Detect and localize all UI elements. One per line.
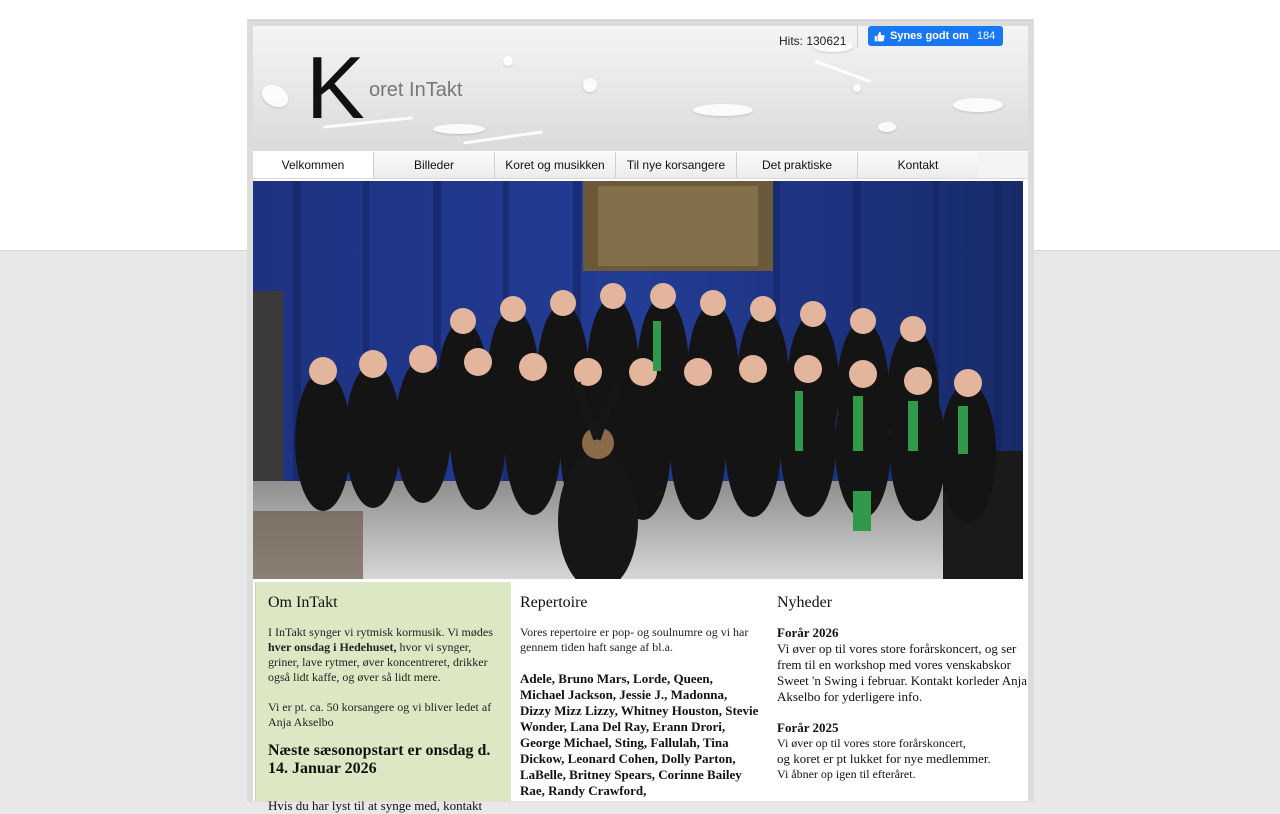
facebook-like-label: Synes godt om	[890, 30, 969, 42]
season-start: Næste sæsonopstart er onsdag d. 14. Januar 2026	[268, 742, 491, 777]
about-column	[255, 582, 511, 813]
main-nav	[253, 152, 1028, 179]
water-drop	[583, 78, 597, 92]
news-item-body: Vi øver op til vores store forårskoncert, og ser frem til en workshop med vores venskabskor Sweet 'n Swing i februar. Kontakt korleder Anja Akselbo for yderligere info.	[777, 641, 1028, 704]
water-drop	[853, 84, 861, 92]
water-streak	[814, 60, 871, 83]
news-item-line: Vi øver op til vores store forårskoncert,	[777, 736, 966, 750]
nav-item-koret-og-musikken[interactable]: Koret og musikken	[495, 152, 616, 178]
nav-item-til-nye-korsangere[interactable]: Til nye korsangere	[616, 152, 737, 178]
news-title: Nyheder	[777, 594, 833, 611]
water-drop	[258, 80, 292, 111]
hits-counter: Hits: 130621	[779, 34, 847, 48]
repertoire-intro: Vores repertoire er pop- og soulnumre og vi har gennem tiden haft sange af bl.a.	[520, 625, 749, 654]
news-column	[777, 582, 1027, 801]
about-paragraph	[268, 625, 499, 685]
water-drop	[878, 122, 896, 132]
frame-right	[1028, 21, 1033, 801]
water-drop	[433, 124, 485, 134]
about-text-continued: hvor vi synger, griner, lave rytmer, øver koncentreret, drikker også lidt kaffe, og øver så lidt mere.	[268, 640, 488, 684]
repertoire-title: Repertoire	[520, 594, 588, 611]
about-title: Om InTakt	[268, 594, 338, 611]
hits-divider	[857, 26, 858, 48]
repertoire-column	[520, 582, 760, 801]
water-drop	[953, 98, 1003, 112]
thumbs-up-icon	[874, 31, 885, 42]
choir-illustration	[253, 181, 1023, 579]
nav-item-velkommen[interactable]: Velkommen	[253, 152, 374, 178]
nav-item-billeder[interactable]: Billeder	[374, 152, 495, 178]
repertoire-artists: Adele, Bruno Mars, Lorde, Queen, Michael Jackson, Jessie J., Madonna, Dizzy Mizz Lizzy, Whitney Houston, Stevie Wonder, Lana Del Ray, Erann Drori, George Michael, Sting, Fallulah, Tina Dickow, Leonard Cohen, Dolly Parton, LaBelle, Britney Spears, Corinne Bailey Rae, Randy Crawford,	[520, 671, 759, 798]
water-drop	[503, 56, 513, 66]
facebook-like-count: 184	[976, 30, 996, 42]
news-item-line: Vi åbner op igen til efteråret.	[777, 767, 916, 781]
water-drop	[693, 104, 753, 116]
nav-item-kontakt[interactable]: Kontakt	[858, 152, 978, 178]
page-container	[248, 20, 1033, 813]
news-item-heading: Forår 2025	[777, 720, 839, 735]
logo-initial: K	[306, 38, 365, 137]
contact-invite: Hvis du har lyst til at synge med, kontakt	[268, 798, 483, 813]
about-members: Vi er pt. ca. 50 korsangere og vi bliver ledet af Anja Akselbo	[268, 700, 492, 729]
news-item-line: og koret er pt lukket for nye medlemmer.	[777, 751, 991, 766]
facebook-like-button[interactable]	[868, 26, 1003, 46]
choir-photo	[253, 181, 1023, 579]
about-text: I InTakt synger vi rytmisk kormusik. Vi mødes	[268, 625, 493, 639]
news-item-heading: Forår 2026	[777, 625, 839, 640]
nav-item-det-praktiske[interactable]: Det praktiske	[737, 152, 858, 178]
logo-text: oret InTakt	[369, 79, 463, 101]
site-header	[253, 26, 1028, 151]
about-bold-text: hver onsdag i Hedehuset,	[268, 640, 397, 654]
